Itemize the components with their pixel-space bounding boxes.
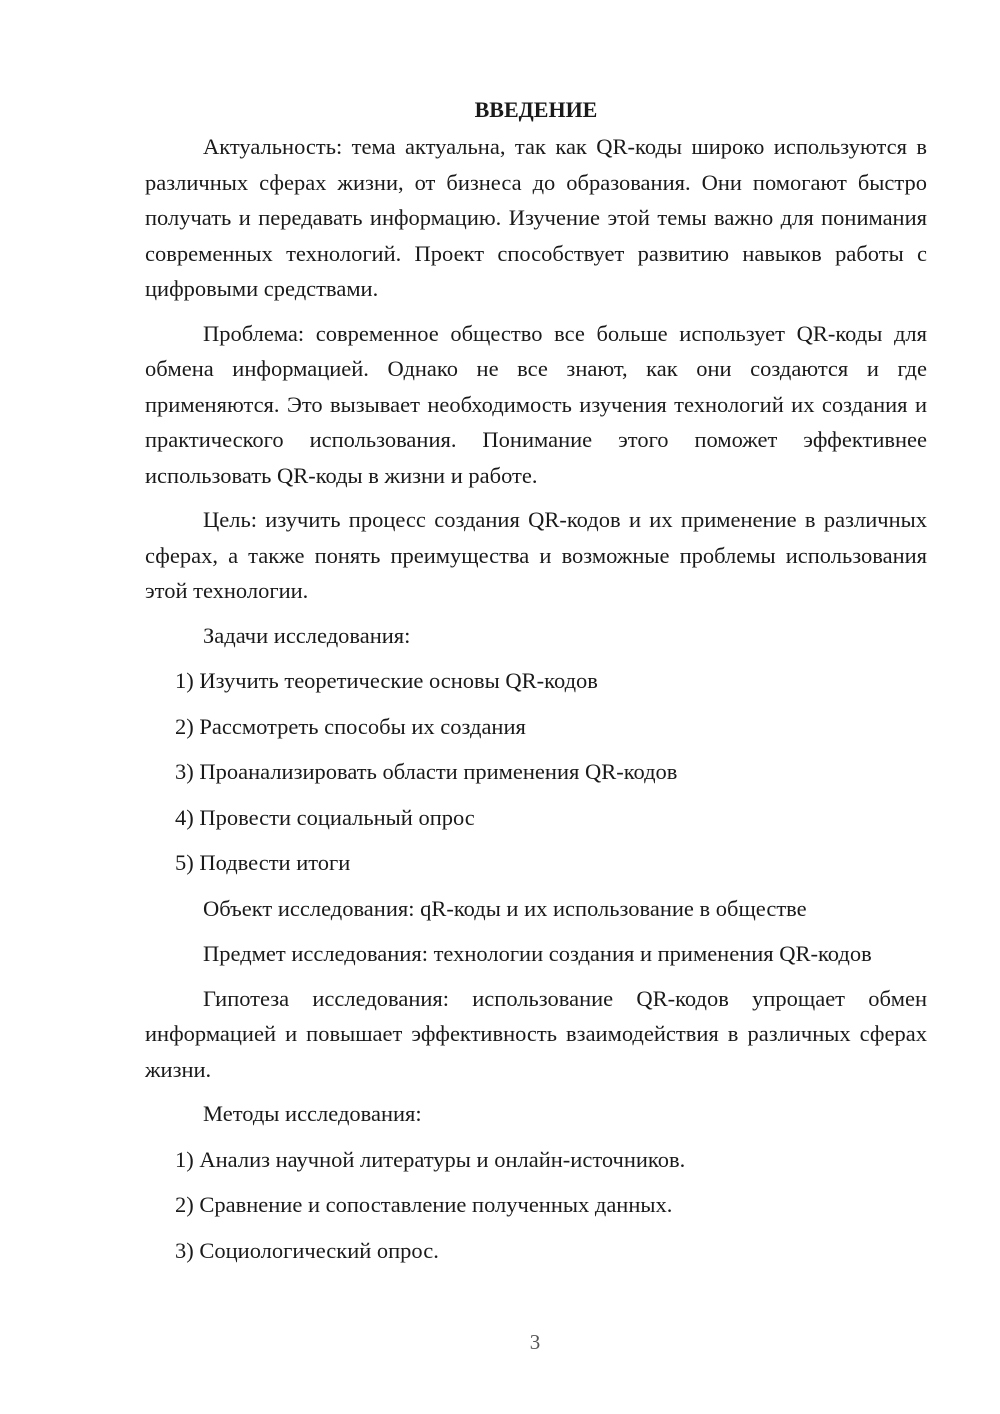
- list-item: 3) Социологический опрос.: [175, 1237, 439, 1263]
- section-heading: ВВЕДЕНИЕ: [474, 97, 598, 122]
- tasks-list: [145, 663, 927, 881]
- list-item: 2) Рассмотреть способы их создания: [175, 713, 526, 739]
- list-item: 5) Подвести итоги: [175, 850, 351, 875]
- list-item: 3) Проанализировать области применения QR-кодов: [175, 759, 678, 784]
- subject-paragraph: Предмет исследования: технологии создания и применения QR-кодов: [203, 941, 872, 966]
- methods-label: Методы исследования:: [203, 1101, 422, 1126]
- document-page: [145, 95, 927, 1278]
- hypothesis-paragraph: Гипотеза исследования: использование QR-кодов упрощает обмен информацией и повышает эффективность взаимодействия в различных сферах жизни.: [145, 985, 927, 1082]
- relevance-paragraph: Актуальность: тема актуальна, так как QR-коды широко используются в различных сферах жизни, от бизнеса до образования. Они помогают быстро получать и передавать информацию. Изучение этой темы важно для понимания современных технологий. Проект способствует развитию навыков работы с цифровыми средствами.: [145, 134, 927, 301]
- list-item: 4) Провести социальный опрос: [175, 804, 475, 830]
- list-item: 1) Изучить теоретические основы QR-кодов: [175, 668, 598, 693]
- list-item: 1) Анализ научной литературы и онлайн-источников.: [175, 1146, 686, 1172]
- page-number: 3: [529, 1330, 541, 1354]
- problem-paragraph: Проблема: современное общество все больше использует QR-коды для обмена информацией. Однако не все знают, как они создаются и где применяются. Это вызывает необходимость изучения технологий их создания и практического использования. Понимание этого поможет эффективнее использовать QR-коды в жизни и работе.: [145, 320, 927, 488]
- goal-paragraph: Цель: изучить процесс создания QR-кодов и их применение в различных сферах, а также понять преимущества и возможные проблемы использования этой технологии.: [145, 507, 927, 603]
- methods-list: [145, 1142, 927, 1269]
- tasks-label: Задачи исследования:: [203, 622, 411, 648]
- object-line: Объект исследования: qR-коды и их использование в обществе: [203, 895, 807, 921]
- list-item: 2) Сравнение и сопоставление полученных данных.: [175, 1192, 673, 1217]
